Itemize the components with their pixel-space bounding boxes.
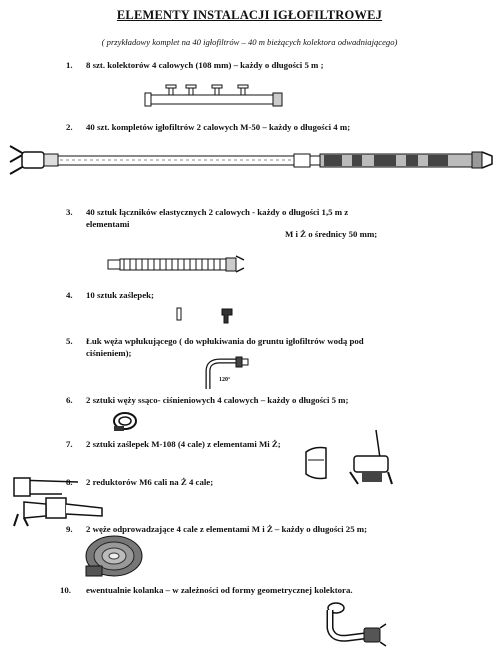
item-number: 10. — [60, 585, 71, 595]
item-number: 9. — [66, 524, 73, 534]
collector-pipe-icon — [145, 85, 285, 111]
item-number: 2. — [66, 122, 73, 132]
list-item — [66, 206, 348, 218]
suction-hose-icon — [112, 410, 138, 432]
elbow-icon — [318, 600, 388, 648]
item-number: 5. — [66, 336, 73, 346]
item-text-continued: M i Ż o średnicy 50 mm; — [285, 229, 378, 239]
page-title: ELEMENTY INSTALACJI IGŁOFILTROWEJ — [116, 8, 383, 22]
list-item — [66, 121, 350, 133]
list-item — [66, 289, 154, 301]
item-text: 8 szt. kolektorów 4 calowych (108 mm) – każdy o długości 5 m ; — [86, 60, 324, 70]
item-text: 2 węże odprowadzające 4 cale z elementami M i Ż – każdy o długości 25 m; — [86, 524, 368, 534]
item-text: 40 sztuk łączników elastycznych 2 calowych - każdy o długości 1,5 m z — [86, 207, 349, 217]
plug-icon — [300, 428, 396, 490]
item-text: 10 sztuk zaślepek; — [86, 290, 154, 300]
list-item — [66, 59, 324, 71]
wellpoint-icon — [8, 140, 494, 180]
list-item — [66, 335, 364, 347]
page-subtitle: ( przykładowy komplet na 40 igłofiltrów – 40 m bieżących kolektora odwadniającego) — [101, 37, 398, 47]
item-number: 7. — [66, 439, 73, 449]
item-number: 1. — [66, 60, 73, 70]
item-text: Łuk węża wpłukującego ( do wpłukiwania do gruntu igłofiltrów wodą pod — [86, 336, 364, 346]
reducer-icon — [6, 474, 112, 528]
item-number: 4. — [66, 290, 73, 300]
hose-roll-icon — [84, 532, 144, 580]
item-text-continued: ciśnieniem); — [86, 348, 132, 358]
list-item — [66, 394, 348, 406]
item-text: ewentualnie kolanka – w zależności od formy geometrycznej kolektora. — [86, 585, 353, 595]
item-text-continued: elementami — [86, 219, 130, 229]
item-text: 2 reduktorów M6 cali na Ż 4 cale; — [86, 477, 214, 487]
item-number: 3. — [66, 207, 73, 217]
item-number: 6. — [66, 395, 73, 405]
item-text: 40 szt. kompletów igłofiltrów 2 calowych M-50 – każdy o długości 4 m; — [86, 122, 351, 132]
elbow-angle-label: 120° — [219, 377, 231, 383]
item-text: 2 sztuki węży ssąco- ciśnieniowych 4 calowych – każdy o długości 5 m; — [86, 395, 349, 405]
list-item — [66, 438, 281, 450]
item-text: 2 sztuki zaślepek M-108 (4 cale) z elementami Mi Ż; — [86, 439, 281, 449]
flushing-elbow-icon — [202, 355, 252, 391]
list-item — [60, 584, 353, 596]
flexible-hose-icon — [108, 254, 246, 274]
end-cap-icon — [174, 305, 238, 325]
